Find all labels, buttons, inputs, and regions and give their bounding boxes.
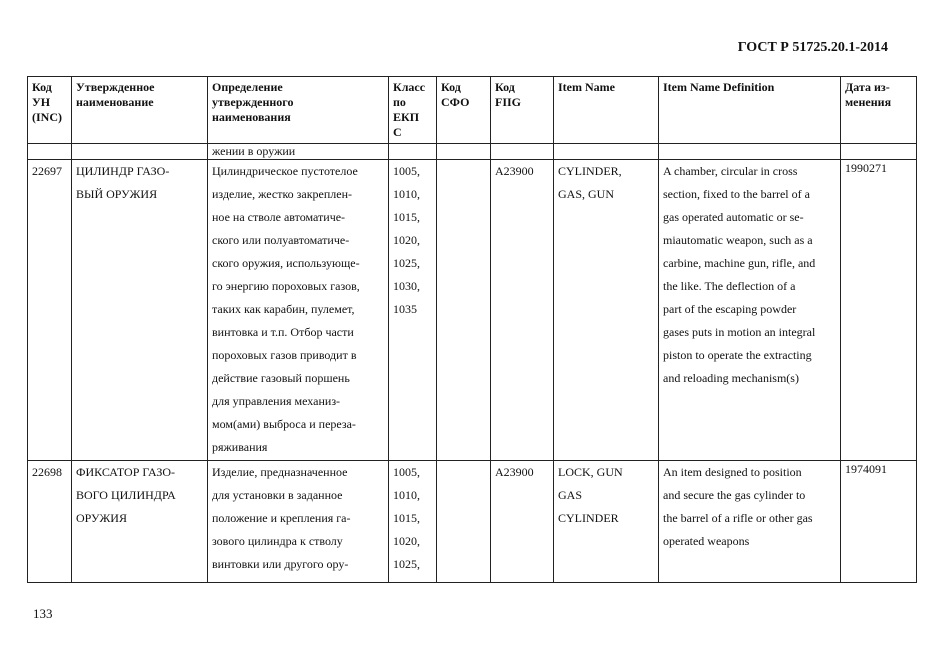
table-header-row bbox=[28, 77, 917, 144]
cell-name bbox=[72, 144, 208, 160]
cell-definition-line: Цилиндрическое пустотелое bbox=[212, 164, 358, 178]
header-line: Дата из- bbox=[845, 80, 890, 94]
col-sfo-header bbox=[437, 77, 491, 144]
continuation-row bbox=[28, 144, 917, 160]
cell-class-line: 1030, bbox=[393, 279, 420, 293]
cell-name-line: ОРУЖИЯ bbox=[76, 511, 127, 525]
cell-item-definition bbox=[659, 144, 841, 160]
header-line: по bbox=[393, 95, 406, 109]
cell-code bbox=[28, 144, 72, 160]
cell-fiig bbox=[491, 144, 554, 160]
cell-item-name-line: GAS bbox=[558, 488, 583, 502]
header-line: наименования bbox=[212, 110, 291, 124]
cell-item-definition-line: the barrel of a rifle or other gas bbox=[663, 511, 813, 525]
cell-sfo bbox=[437, 461, 491, 583]
cell-definition-line: для установки в заданное bbox=[212, 488, 343, 502]
cell-class-line: 1015, bbox=[393, 511, 420, 525]
header-line: утвержденного bbox=[212, 95, 294, 109]
cell-item-name-line: GAS, GUN bbox=[558, 187, 615, 201]
cell-definition-line: таких как карабин, пулемет, bbox=[212, 302, 355, 316]
cell-date: 1974091 bbox=[841, 461, 917, 583]
header-line: СФО bbox=[441, 95, 470, 109]
cell-item-definition-line: carbine, machine gun, rifle, and bbox=[663, 256, 816, 270]
header-line: Код bbox=[495, 80, 515, 94]
header-line: Утвержденное bbox=[76, 80, 155, 94]
cell-class-line: 1025, bbox=[393, 557, 420, 571]
page-number: 133 bbox=[33, 606, 53, 621]
cell-definition-line: го энергию пороховых газов, bbox=[212, 279, 360, 293]
cell-definition-line: ряживания bbox=[212, 440, 268, 454]
cell-class-line: 1025, bbox=[393, 256, 420, 270]
cell-item-name-line: CYLINDER, bbox=[558, 164, 622, 178]
col-change-date-header bbox=[841, 77, 917, 144]
cell-date bbox=[841, 144, 917, 160]
cell-class-line: 1020, bbox=[393, 233, 420, 247]
header-line: УН bbox=[32, 95, 51, 109]
cell-item-definition-line: gases puts in motion an integral bbox=[663, 325, 816, 339]
cell-definition bbox=[208, 461, 389, 583]
cell-item-definition-line: gas operated automatic or se- bbox=[663, 210, 804, 224]
cell-sfo bbox=[437, 144, 491, 160]
col-approved-name-header bbox=[72, 77, 208, 144]
cell-name-line: ЦИЛИНДР ГАЗО- bbox=[76, 164, 170, 178]
cell-definition-line: винтовки или другого ору- bbox=[212, 557, 349, 571]
table-row bbox=[28, 461, 917, 583]
cell-class-line: 1005, bbox=[393, 465, 420, 479]
cell-item-definition-line: A chamber, circular in cross bbox=[663, 164, 798, 178]
cell-definition-line: ное на стволе автоматиче- bbox=[212, 210, 346, 224]
header-line: FIIG bbox=[495, 95, 522, 109]
header-line: Item Name bbox=[558, 80, 615, 94]
header-line: Item Name Definition bbox=[663, 80, 775, 94]
cell-definition-line: для управления механиз- bbox=[212, 394, 341, 408]
cell-item-definition-line: section, fixed to the barrel of a bbox=[663, 187, 810, 201]
cell-class-line: 1010, bbox=[393, 187, 420, 201]
cell-name bbox=[72, 160, 208, 461]
cell-fiig: A23900 bbox=[491, 160, 554, 461]
header-line: С bbox=[393, 125, 402, 139]
cell-definition-line: зового цилиндра к стволу bbox=[212, 534, 343, 548]
col-item-definition-header bbox=[659, 77, 841, 144]
cell-item-name bbox=[554, 461, 659, 583]
header-line: наименование bbox=[76, 95, 154, 109]
cell-definition-line: пороховых газов приводит в bbox=[212, 348, 357, 362]
cell-name-line: ВЫЙ ОРУЖИЯ bbox=[76, 187, 158, 201]
cell-definition-line: мом(ами) выброса и переза- bbox=[212, 417, 356, 431]
cell-definition-line: изделие, жестко закреплен- bbox=[212, 187, 353, 201]
header-line: менения bbox=[845, 95, 892, 109]
cell-item-definition-line: An item designed to position bbox=[663, 465, 802, 479]
cell-class bbox=[389, 144, 437, 160]
cell-item-definition-line: piston to operate the extracting bbox=[663, 348, 812, 362]
cell-class-line: 1005, bbox=[393, 164, 420, 178]
cell-item-definition bbox=[659, 160, 841, 461]
cell-item-name bbox=[554, 160, 659, 461]
cell-name bbox=[72, 461, 208, 583]
cell-class-line: 1010, bbox=[393, 488, 420, 502]
cell-definition-line: ского оружия, использующе- bbox=[212, 256, 360, 270]
cell-date: 1990271 bbox=[841, 160, 917, 461]
cell-definition-line: Изделие, предназначенное bbox=[212, 465, 348, 479]
cell-definition-line: действие газовый поршень bbox=[212, 371, 350, 385]
cell-item-definition-line: part of the escaping powder bbox=[663, 302, 797, 316]
specification-table bbox=[27, 76, 917, 583]
header-line: Определение bbox=[212, 80, 283, 94]
cell-definition-line: винтовка и т.п. Отбор части bbox=[212, 325, 354, 339]
cell-item-definition-line: and reloading mechanism(s) bbox=[663, 371, 799, 385]
cell-item-name bbox=[554, 144, 659, 160]
cell-sfo bbox=[437, 160, 491, 461]
col-fiig-header bbox=[491, 77, 554, 144]
col-code-inc-header bbox=[28, 77, 72, 144]
cell-item-definition bbox=[659, 461, 841, 583]
cell-item-definition-line: and secure the gas cylinder to bbox=[663, 488, 806, 502]
cell-item-name-line: CYLINDER bbox=[558, 511, 619, 525]
col-definition-header bbox=[208, 77, 389, 144]
cell-item-definition-line: miautomatic weapon, such as a bbox=[663, 233, 813, 247]
cell-definition-line: ского или полуавтоматиче- bbox=[212, 233, 350, 247]
cell-code: 22697 bbox=[28, 160, 72, 461]
header-line: ЕКП bbox=[393, 110, 420, 124]
cell-class bbox=[389, 461, 437, 583]
col-item-name-header bbox=[554, 77, 659, 144]
cell-class-line: 1035 bbox=[393, 302, 417, 316]
cell-name-line: ВОГО ЦИЛИНДРА bbox=[76, 488, 176, 502]
cell-item-definition-line: the like. The deflection of a bbox=[663, 279, 796, 293]
cell-fiig: A23900 bbox=[491, 461, 554, 583]
cell-definition: жении в оружии bbox=[208, 144, 389, 160]
header-line: Класс bbox=[393, 80, 426, 94]
document-standard-code: ГОСТ Р 51725.20.1-2014 bbox=[737, 40, 888, 55]
cell-class bbox=[389, 160, 437, 461]
cell-code: 22698 bbox=[28, 461, 72, 583]
cell-definition-line: положение и крепления га- bbox=[212, 511, 351, 525]
cell-item-name-line: LOCK, GUN bbox=[558, 465, 623, 479]
col-class-header bbox=[389, 77, 437, 144]
cell-definition bbox=[208, 160, 389, 461]
header-line: Код bbox=[441, 80, 461, 94]
cell-item-definition-line: operated weapons bbox=[663, 534, 750, 548]
cell-class-line: 1015, bbox=[393, 210, 420, 224]
header-line: Код bbox=[32, 80, 52, 94]
cell-name-line: ФИКСАТОР ГАЗО- bbox=[76, 465, 176, 479]
header-line: (INC) bbox=[32, 110, 62, 124]
table-row bbox=[28, 160, 917, 461]
cell-class-line: 1020, bbox=[393, 534, 420, 548]
